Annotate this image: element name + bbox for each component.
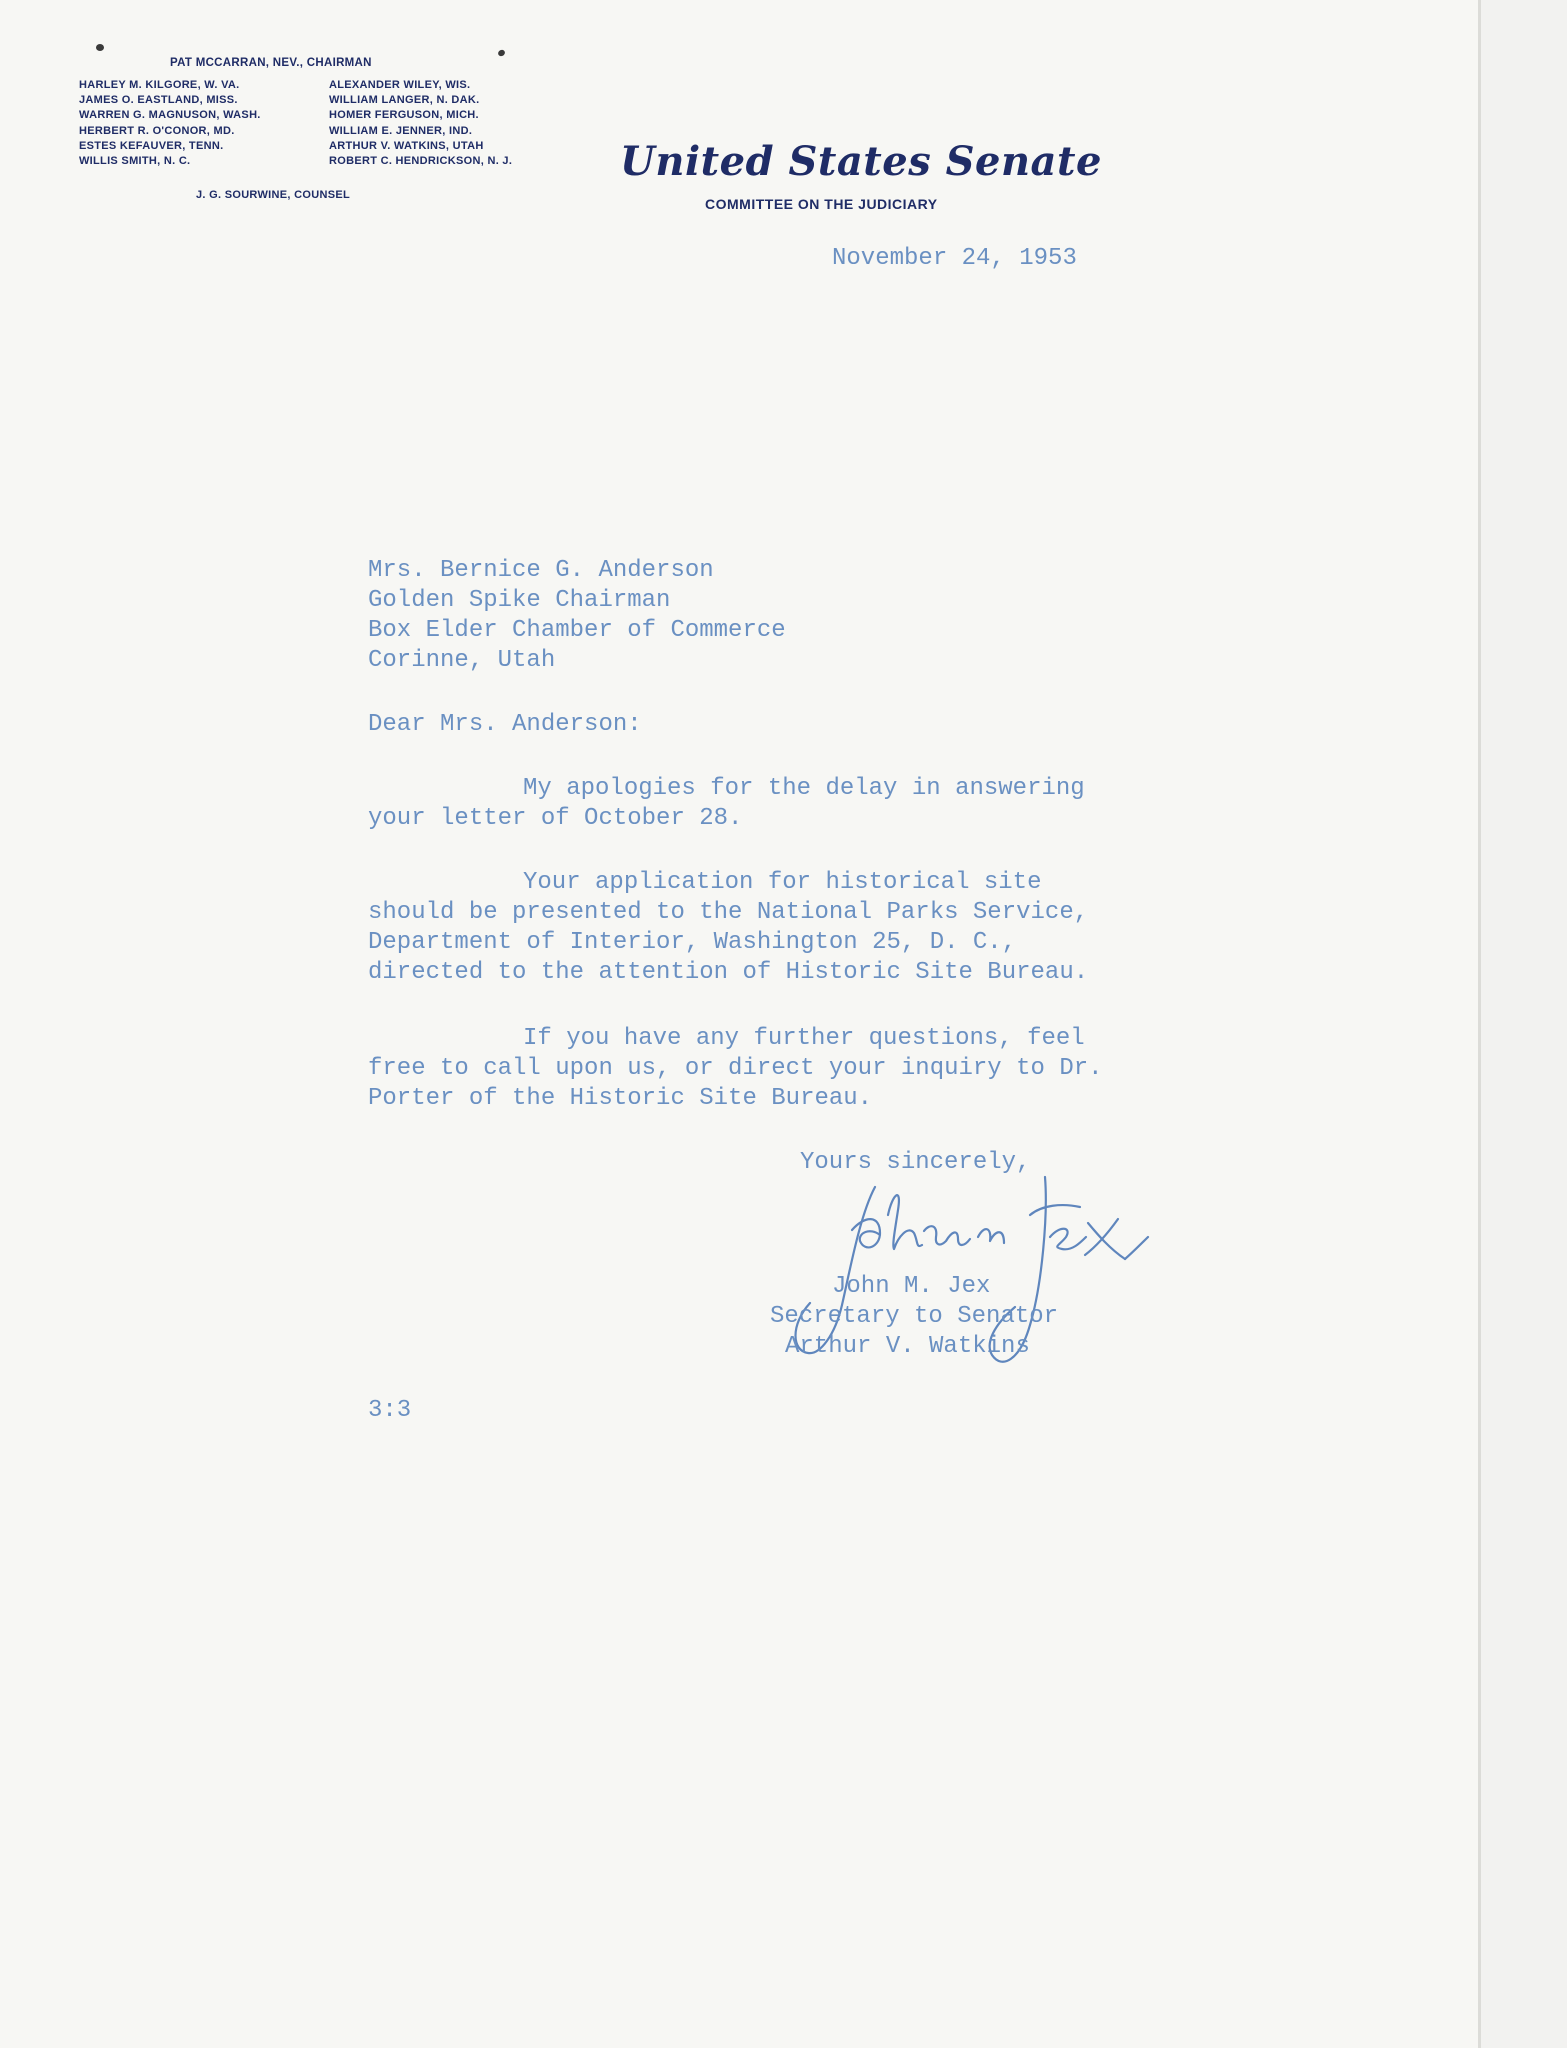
address-line: Mrs. Bernice G. Anderson <box>368 557 714 584</box>
closing: Yours sincerely, <box>800 1149 1031 1176</box>
paragraph-apology <box>368 774 1085 834</box>
member-name: ARTHUR V. WATKINS, UTAH <box>329 139 484 152</box>
member-name: WILLIAM E. JENNER, IND. <box>329 124 473 137</box>
committee-name: COMMITTEE ON THE JUDICIARY <box>705 196 938 212</box>
ink-smudge <box>96 44 104 51</box>
page-edge <box>1478 0 1481 2048</box>
signer-senator: Arthur V. Watkins <box>785 1333 1030 1360</box>
address-line: Golden Spike Chairman <box>368 587 671 614</box>
signature-block <box>770 1272 1058 1362</box>
letter-date: November 24, 1953 <box>832 245 1077 272</box>
paragraph-line: My apologies for the delay in answering <box>523 775 1085 802</box>
member-name: HOMER FERGUSON, MICH. <box>329 109 479 122</box>
paragraph-line: should be presented to the National Parks Service, <box>368 899 1089 926</box>
recipient-address <box>368 556 786 676</box>
signer-title: Secretary to Senator <box>770 1303 1059 1330</box>
paragraph-application <box>368 868 1088 988</box>
counsel-line: J. G. SOURWINE, COUNSEL <box>196 189 350 201</box>
paragraph-line: If you have any further questions, feel <box>523 1025 1085 1052</box>
letterhead-title: United States Senate <box>620 138 1102 185</box>
paragraph-line: your letter of October 28. <box>368 805 743 832</box>
signer-name: John M. Jex <box>832 1273 991 1300</box>
member-name: ROBERT C. HENDRICKSON, N. J. <box>329 155 513 168</box>
members-left-column <box>79 78 261 169</box>
member-name: WILLIS SMITH, N. C. <box>79 155 191 168</box>
members-right-column <box>329 78 512 169</box>
member-name: WILLIAM LANGER, N. DAK. <box>329 94 480 107</box>
reference-initials: 3:3 <box>368 1397 412 1424</box>
paragraph-line: Department of Interior, Washington 25, D. C., <box>368 929 1017 956</box>
paragraph-line: Your application for historical site <box>523 869 1042 896</box>
member-name: HARLEY M. KILGORE, W. VA. <box>79 79 240 91</box>
member-name: JAMES O. EASTLAND, MISS. <box>79 94 238 107</box>
member-name: WARREN G. MAGNUSON, WASH. <box>79 109 261 122</box>
chairman-line: PAT MCCARRAN, NEV., CHAIRMAN <box>170 57 372 69</box>
salutation: Dear Mrs. Anderson: <box>368 711 642 738</box>
address-line: Box Elder Chamber of Commerce <box>368 617 786 644</box>
address-line: Corinne, Utah <box>368 647 556 674</box>
paragraph-line: directed to the attention of Historic Site Bureau. <box>368 959 1089 986</box>
paragraph-questions <box>368 1024 1103 1114</box>
member-name: ESTES KEFAUVER, TENN. <box>79 139 224 152</box>
member-name: ALEXANDER WILEY, WIS. <box>329 79 471 91</box>
member-name: HERBERT R. O'CONOR, MD. <box>79 124 235 137</box>
paragraph-line: Porter of the Historic Site Bureau. <box>368 1085 873 1112</box>
paragraph-line: free to call upon us, or direct your inquiry to Dr. <box>368 1055 1103 1082</box>
